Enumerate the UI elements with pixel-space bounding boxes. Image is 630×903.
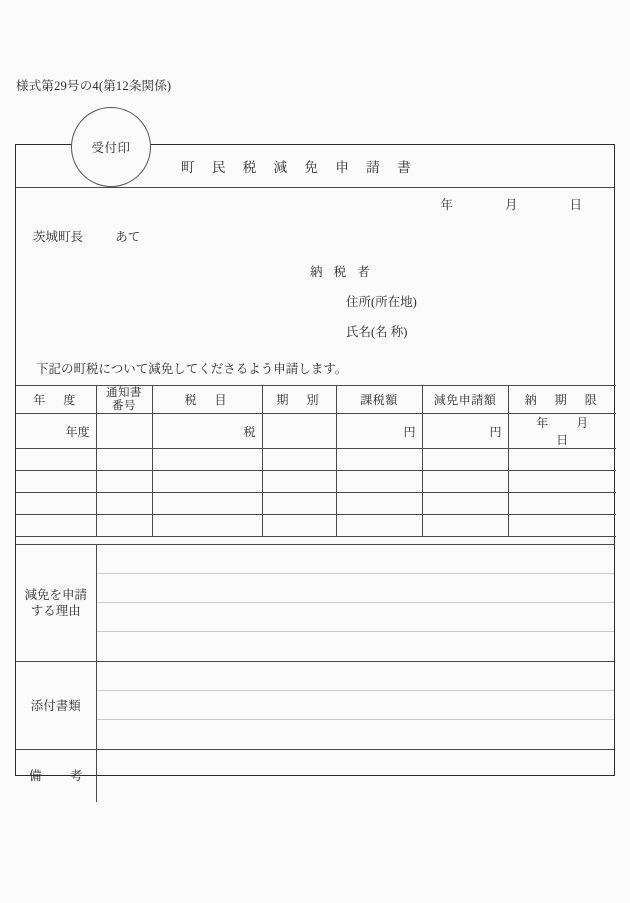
cell-installment[interactable]: [262, 471, 336, 493]
cell-notice-number[interactable]: [96, 414, 152, 449]
cell-tax-item-unit[interactable]: 税: [152, 414, 262, 449]
cell-reduction-amount[interactable]: [422, 449, 508, 471]
taxpayer-name-row: [16, 317, 614, 347]
cell-due-date[interactable]: [508, 471, 616, 493]
table-row: [16, 515, 616, 537]
receipt-stamp-label: 受付印: [91, 141, 131, 155]
write-line[interactable]: [97, 603, 615, 632]
cell-due-date[interactable]: [508, 515, 616, 537]
due-day-label: 日: [556, 433, 569, 447]
reason-label-line-2: する理由: [30, 604, 81, 618]
taxpayer-name-label: 氏名(名 称): [346, 325, 408, 339]
cell-fiscal-year[interactable]: [16, 449, 96, 471]
column-header-due-date: 納 期 限: [508, 386, 616, 414]
notice-header-line-2: 番号: [112, 399, 136, 412]
taxpayer-address-row: [16, 287, 614, 317]
attachments-section-field[interactable]: [96, 662, 614, 750]
write-line[interactable]: [97, 691, 615, 720]
cell-tax-amount[interactable]: [336, 493, 422, 515]
cell-reduction-amount-unit[interactable]: 円: [422, 414, 508, 449]
cell-notice-number[interactable]: [96, 493, 152, 515]
write-line[interactable]: [97, 574, 615, 603]
remarks-write-lines: [97, 750, 615, 802]
write-line[interactable]: [97, 720, 615, 749]
write-line[interactable]: [97, 662, 615, 691]
reason-section-field[interactable]: [96, 545, 614, 662]
cell-due-date-unit[interactable]: [508, 414, 616, 449]
cell-fiscal-year[interactable]: [16, 471, 96, 493]
cell-due-date[interactable]: [508, 449, 616, 471]
column-header-reduction-amount: 減免申請額: [422, 386, 508, 414]
reason-section-label: [16, 545, 96, 662]
cell-tax-amount[interactable]: [336, 515, 422, 537]
cell-fiscal-year[interactable]: [16, 515, 96, 537]
taxpayer-address-label: 住所(所在地): [346, 295, 417, 309]
lower-sections-table: [16, 544, 614, 802]
column-header-tax-amount: 課税額: [336, 386, 422, 414]
due-year-label: 年: [536, 416, 549, 430]
addressee-suffix: あて: [115, 230, 141, 244]
attachments-write-lines: [97, 662, 615, 749]
taxpayer-block: [16, 257, 614, 347]
write-line[interactable]: [97, 545, 615, 574]
cell-reduction-amount[interactable]: [422, 471, 508, 493]
cell-reduction-amount[interactable]: [422, 515, 508, 537]
receipt-stamp-circle: [71, 107, 151, 187]
date-day-label: 日: [569, 198, 582, 212]
due-month-label: 月: [576, 416, 589, 430]
cell-reduction-amount[interactable]: [422, 493, 508, 515]
cell-installment[interactable]: [262, 515, 336, 537]
taxpayer-heading-row: [16, 257, 614, 287]
addressee-recipient: 茨城町長: [33, 230, 84, 244]
column-header-notice-number: [96, 386, 152, 414]
date-month-label: 月: [504, 198, 518, 212]
column-header-fiscal-year: 年 度: [16, 386, 96, 414]
table-unit-row: [16, 414, 616, 449]
cell-notice-number[interactable]: [96, 471, 152, 493]
reason-write-lines: [97, 545, 615, 661]
cell-notice-number[interactable]: [96, 515, 152, 537]
reason-label-line-1: 減免を申請: [24, 588, 87, 602]
cell-notice-number[interactable]: [96, 449, 152, 471]
remarks-section-field[interactable]: [96, 750, 614, 803]
form-number: 様式第29号の4(第12条関係): [16, 79, 172, 93]
form-title: 町 民 税 減 免 申 請 書: [181, 160, 418, 175]
application-statement: 下記の町税について減免してくださるよう申請します。: [36, 362, 348, 376]
write-line[interactable]: [97, 632, 615, 661]
taxpayer-heading: 納 税 者: [310, 265, 374, 279]
cell-fiscal-year[interactable]: [16, 493, 96, 515]
cell-installment[interactable]: [262, 493, 336, 515]
tax-details-table: [16, 385, 616, 537]
remarks-section-label: 備 考: [16, 750, 96, 803]
attachments-section-row: [16, 662, 614, 750]
attachments-section-label: 添付書類: [16, 662, 96, 750]
table-row: [16, 471, 616, 493]
table-header-row: [16, 386, 616, 414]
table-row: [16, 493, 616, 515]
remarks-section-row: [16, 750, 614, 803]
date-line: [16, 188, 614, 220]
column-header-tax-item: 税 目: [152, 386, 262, 414]
cell-tax-item[interactable]: [152, 493, 262, 515]
table-row: [16, 449, 616, 471]
notice-header-line-1: 通知書: [106, 386, 142, 399]
date-year-label: 年: [440, 198, 453, 212]
column-header-installment: 期 別: [262, 386, 336, 414]
cell-installment[interactable]: [262, 414, 336, 449]
cell-installment[interactable]: [262, 449, 336, 471]
cell-fiscal-year-unit[interactable]: 年度: [16, 414, 96, 449]
cell-tax-item[interactable]: [152, 471, 262, 493]
cell-tax-item[interactable]: [152, 515, 262, 537]
write-line[interactable]: [97, 750, 615, 802]
cell-tax-item[interactable]: [152, 449, 262, 471]
reason-section-row: [16, 545, 614, 662]
cell-tax-amount[interactable]: [336, 449, 422, 471]
application-form-frame: [15, 144, 615, 783]
addressee-line: [33, 227, 140, 245]
cell-tax-amount[interactable]: [336, 471, 422, 493]
cell-tax-amount-unit[interactable]: 円: [336, 414, 422, 449]
cell-due-date[interactable]: [508, 493, 616, 515]
